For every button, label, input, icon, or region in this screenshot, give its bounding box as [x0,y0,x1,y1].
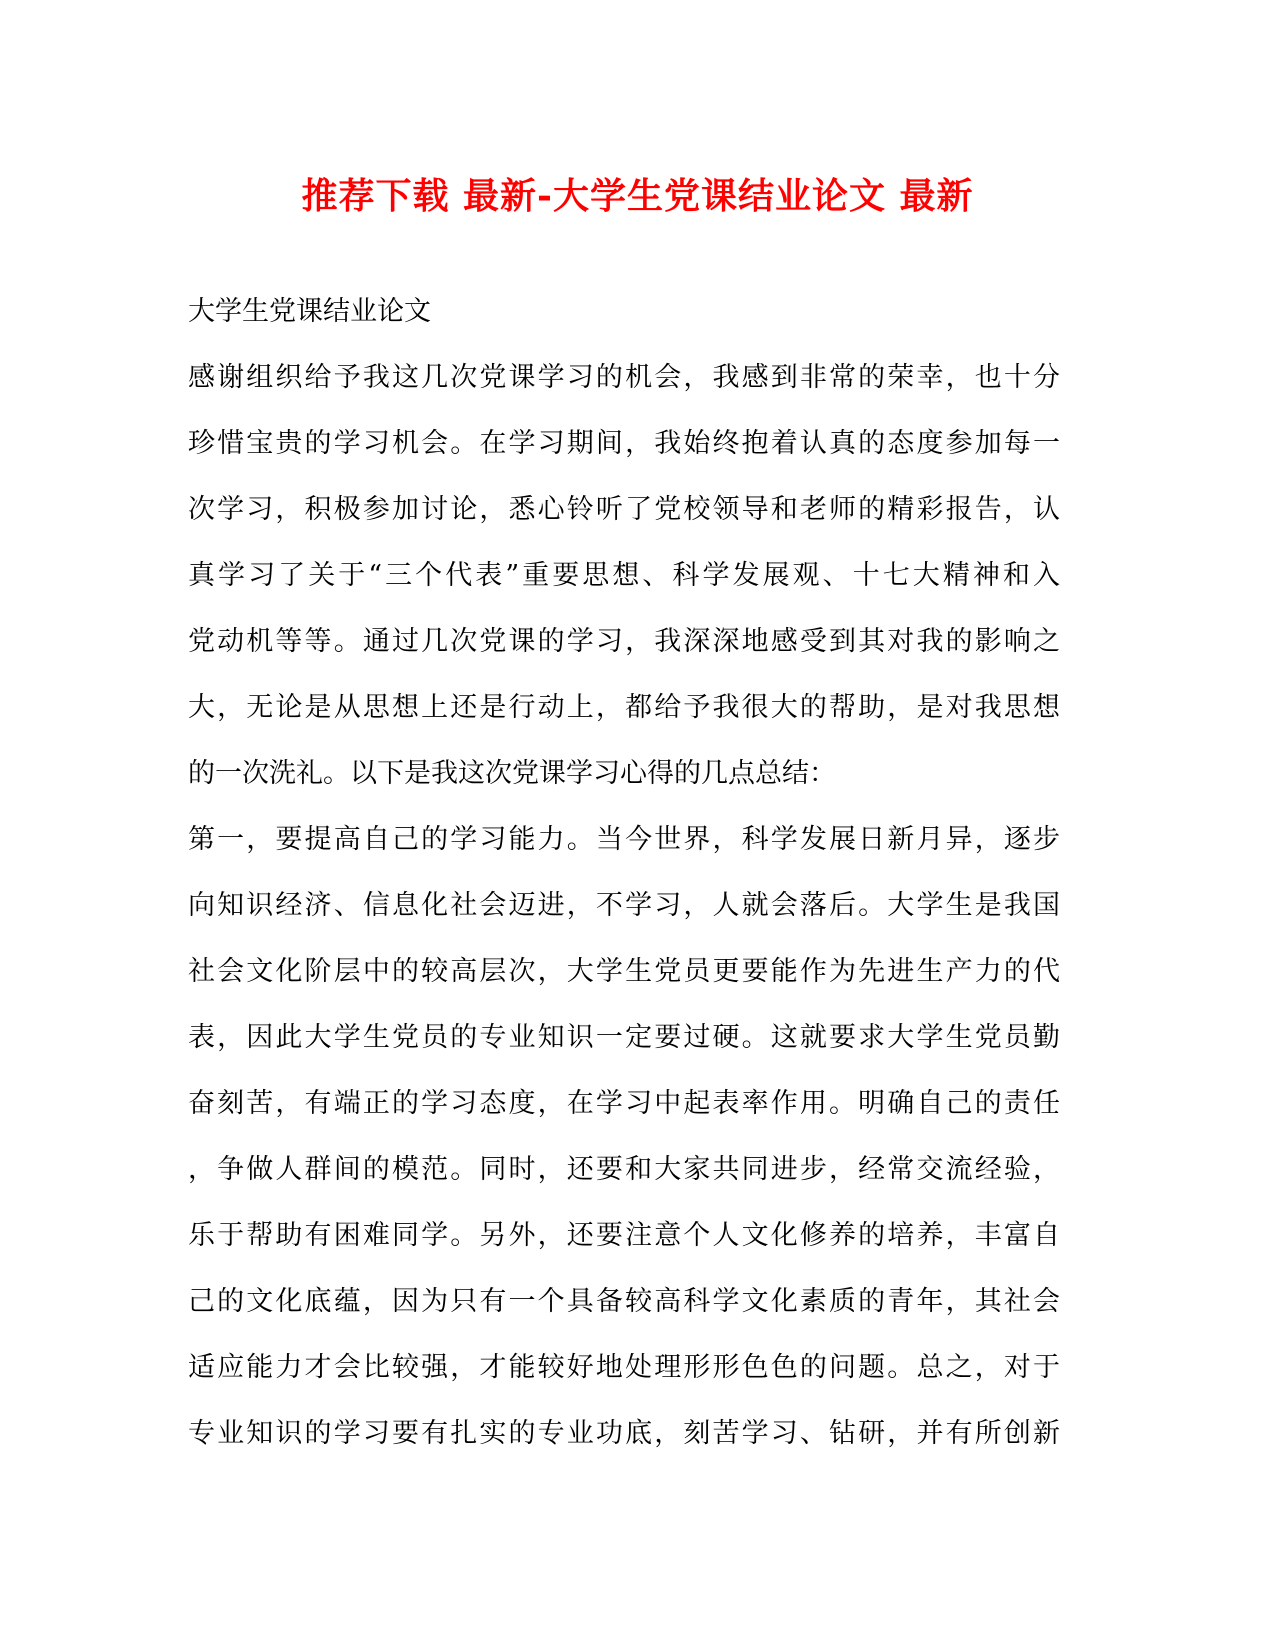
paragraph-line: 专业知识的学习要有扎实的专业功底，刻苦学习、钻研，并有所创新 [188,1418,1060,1449]
paragraph-line: 适应能力才会比较强，才能较好地处理形形色色的问题。总之，对于 [188,1352,1060,1383]
paragraph-line: 珍惜宝贵的学习机会。在学习期间，我始终抱着认真的态度参加每一 [188,428,1060,459]
paragraph-line: 奋刻苦，有端正的学习态度，在学习中起表率作用。明确自己的责任 [188,1088,1060,1119]
paragraph-line: 表，因此大学生党员的专业知识一定要过硬。这就要求大学生党员勤 [188,1022,1060,1053]
paragraph-line: 第一，要提高自己的学习能力。当今世界，科学发展日新月异，逐步 [188,824,1060,855]
paragraph-line: 大，无论是从思想上还是行动上，都给予我很大的帮助，是对我思想 [188,692,1060,723]
page-title: 推荐下载 最新-大学生党课结业论文 最新 [301,175,974,217]
paragraph-line: 己的文化底蕴，因为只有一个具备较高科学文化素质的青年，其社会 [188,1286,1060,1317]
paragraph-line: 的一次洗礼。以下是我这次党课学习心得的几点总结： [188,758,836,789]
document-subtitle: 大学生党课结业论文 [188,296,431,327]
paragraph-line: 党动机等等。通过几次党课的学习，我深深地感受到其对我的影响之 [188,626,1060,657]
document-body [188,288,1060,1476]
paragraph-line: 次学习，积极参加讨论，悉心铃听了党校领导和老师的精彩报告，认 [188,494,1060,525]
paragraph-line: 感谢组织给予我这几次党课学习的机会，我感到非常的荣幸，也十分 [188,362,1060,393]
paragraph-line: ，争做人群间的模范。同时，还要和大家共同进步，经常交流经验， [188,1154,1060,1185]
paragraph-line: 真学习了关于“三个代表”重要思想、科学发展观、十七大精神和入 [188,560,1060,591]
paragraph-line: 社会文化阶层中的较高层次，大学生党员更要能作为先进生产力的代 [188,956,1060,987]
paragraph-line: 向知识经济、信息化社会迈进，不学习，人就会落后。大学生是我国 [188,890,1060,921]
paragraph-line: 乐于帮助有困难同学。另外，还要注意个人文化修养的培养，丰富自 [188,1220,1060,1251]
